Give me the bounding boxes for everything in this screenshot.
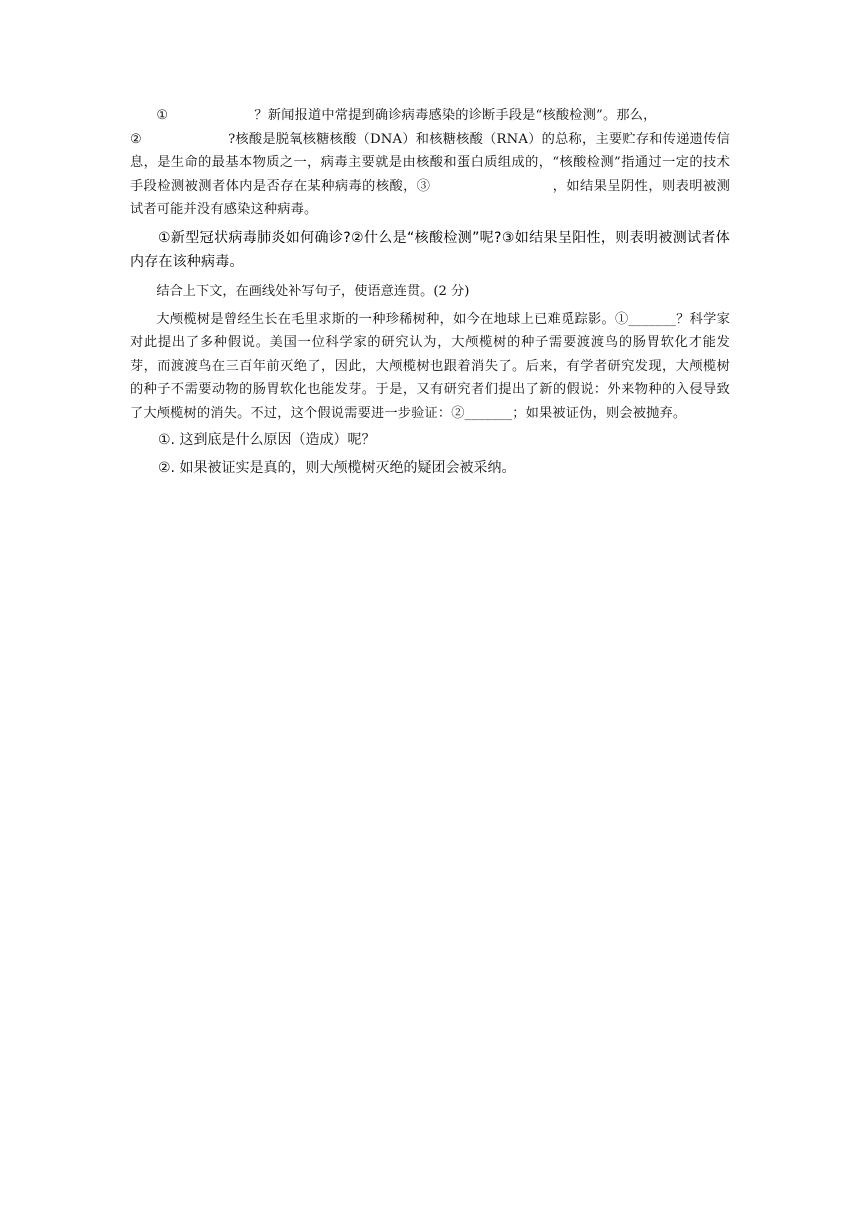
passage-3: 大颅榄树是曾经生长在毛里求斯的一种珍稀树种，如今在地球上已难觅踪影。①_______？科学家对此提出了多种假说。美国一位科学家的研究认为，大颅榄树的种子需要渡渡鸟的肠胃软化才能发芽，而渡渡鸟在三百年前灭绝了，因此，大颅榄树也跟着消失了。后来，有学者研究发现，大颅榄树的种子不需要动物的肠胃软化也能发芽。于是，又有研究者们提出了新的假说：外来物种的入侵导致了大颅榄树的消失。不过，这个假说需要进一步验证：②_______；如果被证伪，则会被抛弃。 (130, 311, 730, 421)
answer-1: ①新型冠状病毒肺炎如何确诊?②什么是“核酸检测”呢?③如结果呈阳性，则表明被测试者体内存在该种病毒。 (130, 229, 730, 270)
answer-2-item-1: ①. 这到底是什么原因（造成）呢？ (158, 432, 376, 448)
passage-2-tail: ，如结果呈阴性，则表明被测试者可能并没有感染这种病毒。 (130, 178, 730, 217)
passage-2-text: ?核酸是脱氧核糖核酸（DNA）和核糖核酸（RNA）的总称，主要贮存和传递遗传信息，是生命的最基本物质之一，病毒主要就是由核酸和蛋白质组成的，“核酸检测”指通过一定的技术手段检测被测者体内是否存在某种病毒的核酸，③ (130, 131, 730, 194)
blank-marker-1: ① (156, 108, 169, 123)
answer-2-item-2: ②. 如果被证实是真的，则大颅榄树灭绝的疑团会被采纳。 (158, 460, 516, 476)
passage-1-text: ？新闻报道中常提到确诊病毒感染的诊断手段是“核酸检测”。那么， (254, 108, 657, 123)
blank-marker-2: ② (130, 131, 143, 147)
passage-1 (130, 104, 730, 222)
question-instruction: 结合上下文，在画线处补写句子，使语意连贯。(2 分) (156, 283, 470, 299)
document-page (130, 104, 730, 481)
